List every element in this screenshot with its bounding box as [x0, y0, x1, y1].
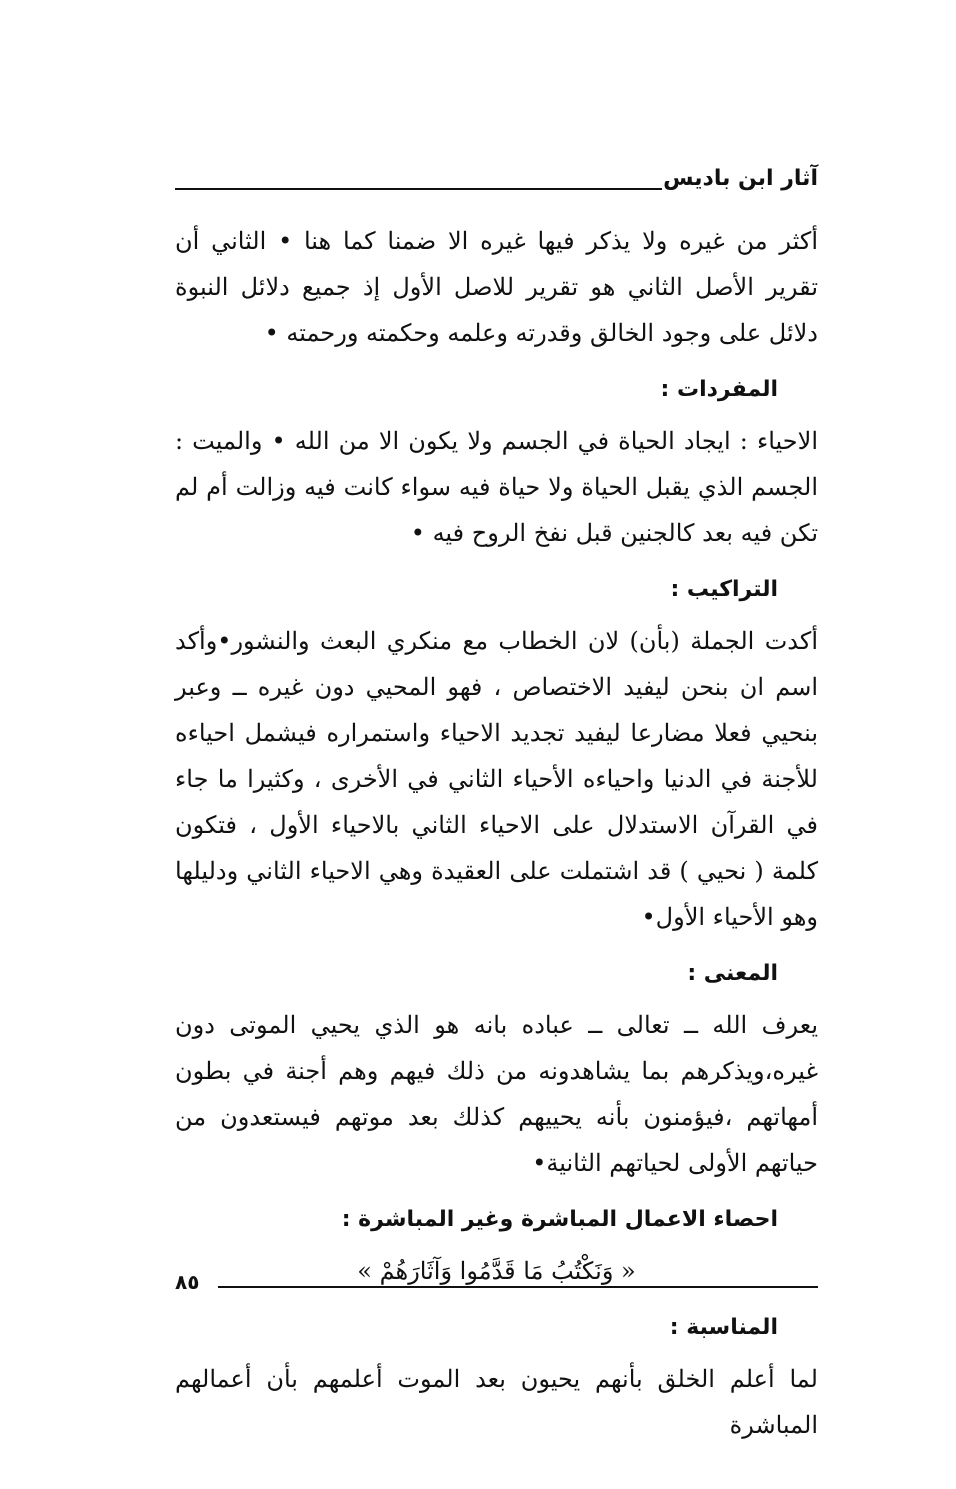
footer-rule — [218, 1286, 818, 1288]
intro-paragraph: أكثر من غيره ولا يذكر فيها غيره الا ضمنا كما هنا • الثاني أن تقرير الأصل الثاني هو تقرير للاصل الأول إذ جميع دلائل النبوة دلائل على وجود الخالق وقدرته وعلمه وحكمته ورحمته • — [175, 227, 818, 347]
munasaba-paragraph: لما أعلم الخلق بأنهم يحيون بعد الموت أعلمهم بأن أعمالهم المباشرة — [175, 1365, 818, 1439]
page-header — [175, 160, 818, 200]
heading-tarakib: التراكيب : — [670, 577, 778, 602]
tarakib-paragraph: أكدت الجملة (بأن) لان الخطاب مع منكري البعث والنشور•وأكد اسم ان بنحن ليفيد الاختصاص ، فهو المحيي دون غيره ــ وعبر بنحيي فعلا مضارعا ليفيد تجديد الاحياء واستمراره فيشمل احياءه للأجنة في الدنيا واحياءه الأحياء الثاني في الأخرى ، وكثيرا ما جاء في القرآن الاستدلال على الاحياء الثاني بالاحياء الأول ، فتكون كلمة ( نحيي ) قد اشتملت على العقيدة وهي الاحياء الثاني ودليلها وهو الأحياء الأول• — [175, 627, 818, 931]
heading-munasaba: المناسبة : — [669, 1315, 778, 1340]
quranic-quote: « وَنَكْتُبُ مَا قَدَّمُوا وَآثَارَهُمْ » — [357, 1257, 636, 1285]
page-footer — [175, 1266, 818, 1306]
heading-ihsa: احصاء الاعمال المباشرة وغير المباشرة : — [341, 1207, 778, 1232]
heading-maana: المعنى : — [687, 961, 778, 986]
maana-paragraph: يعرف الله ــ تعالى ــ عباده بانه هو الذي يحيي الموتى دون غيره،ويذكرهم بما يشاهدونه من ذلك فيهم وهم أجنة في بطون أمهاتهم ،فيؤمنون بأنه يحييهم كذلك بعد موتهم فيستعدون من حياتهم الأولى لحياتهم الثانية• — [175, 1011, 818, 1177]
running-title: آثار ابن باديس — [663, 166, 818, 191]
mufradat-paragraph: الاحياء : ايجاد الحياة في الجسم ولا يكون الا من الله • والميت : الجسم الذي يقبل الحياة ولا حياة فيه سواء كانت فيه وزالت أم لم تكن فيه بعد كالجنين قبل نفخ الروح فيه • — [175, 427, 818, 547]
heading-mufradat: المفردات : — [660, 377, 778, 402]
page-body — [175, 218, 818, 1448]
header-rule — [175, 188, 662, 190]
page-number: ٨٥ — [175, 1270, 200, 1294]
